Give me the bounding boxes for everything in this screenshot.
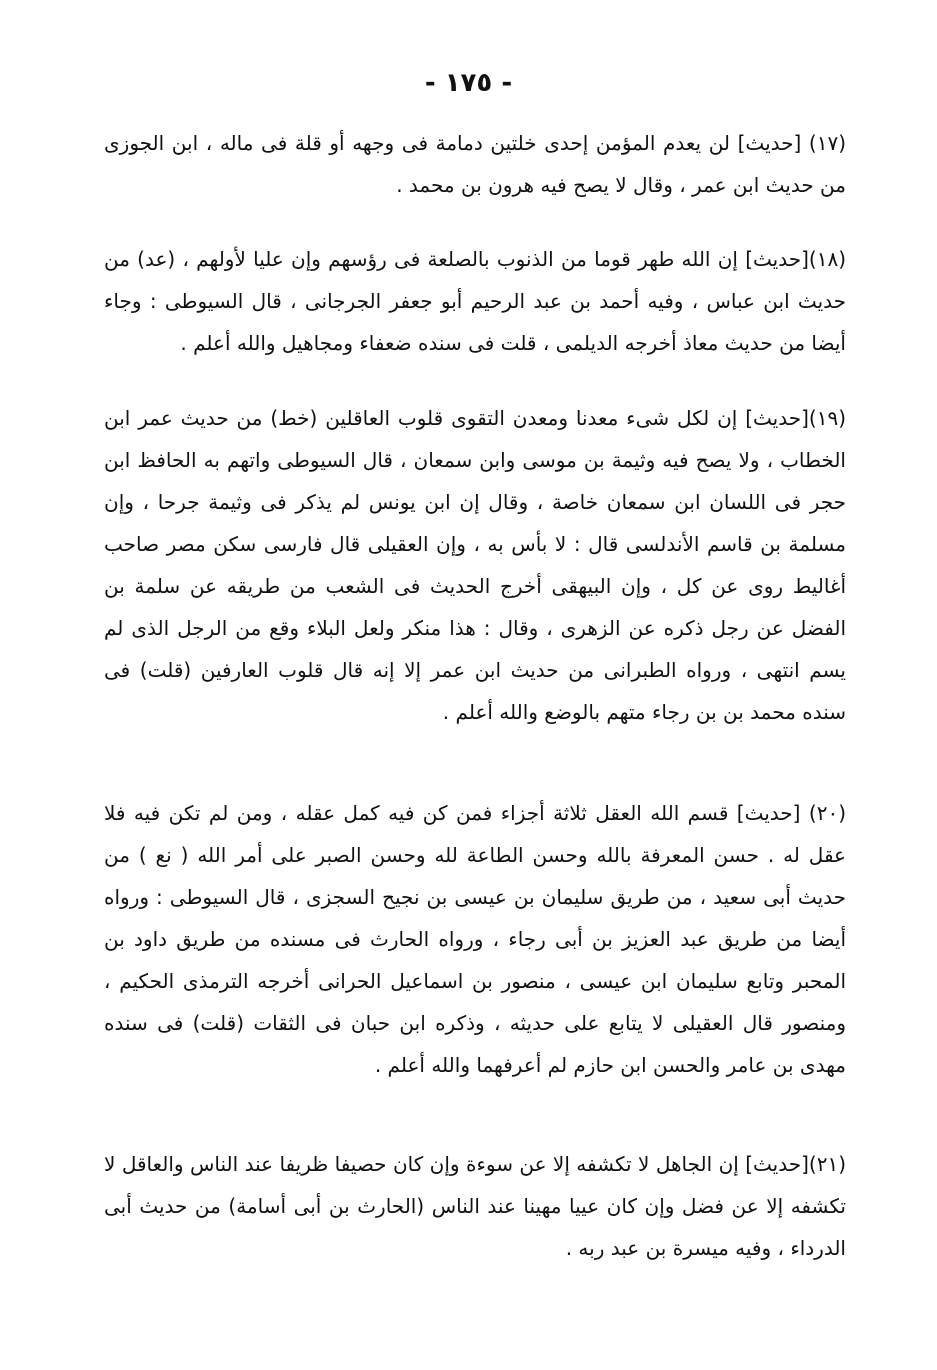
hadith-text: (٢١)[حديث] إن الجاهل لا تكشفه إلا عن سوءة وإن كان حصيفا ظريفا عند الناس والعاقل لا تكشفه إلا عن فضل وإن كان عييا مهينا عند الناس (الحارث بن أبى أسامة) من حديث أبى الدرداء ، وفيه ميسرة بن عبد ربه .: [104, 1152, 846, 1260]
hadith-entry-17: [104, 122, 846, 206]
hadith-text: (١٧) [حديث] لن يعدم المؤمن إحدى خلتين دمامة فى وجهه أو قلة فى ماله ، ابن الجوزى من حديث ابن عمر ، وقال لا يصح فيه هرون بن محمد .: [104, 131, 846, 197]
hadith-text: (١٨)[حديث] إن الله طهر قوما من الذنوب بالصلعة فى رؤسهم وإن عليا لأولهم ، (عد) من حديث ابن عباس ، وفيه أحمد بن عبد الرحيم أبو جعفر الجرجانى ، قال السيوطى : وجاء أيضا من حديث معاذ أخرجه الديلمى ، قلت فى سنده ضعفاء ومجاهيل والله أعلم .: [104, 247, 846, 355]
hadith-entry-18: [104, 238, 846, 364]
hadith-entry-19: [104, 397, 846, 733]
hadith-entry-21: [104, 1143, 846, 1269]
hadith-entry-20: [104, 792, 846, 1086]
hadith-text: (١٩)[حديث] إن لكل شىء معدنا ومعدن التقوى قلوب العاقلين (خط) من حديث عمر ابن الخطاب ، ولا يصح فيه وثيمة بن موسى وابن سمعان ، قال السيوطى واتهم به الحافظ ابن حجر فى اللسان ابن سمعان خاصة ، وقال إن ابن يونس لم يذكر فى وثيمة جرحا ، وإن مسلمة بن قاسم الأندلسى قال : لا بأس به ، وإن العقيلى قال فارسى سكن مصر صاحب أغاليط روى عن كل ، وإن البيهقى أخرج الحديث فى الشعب من طريقه عن سلمة بن الفضل عن رجل ذكره عن الزهرى ، وقال : هذا منكر ولعل البلاء وقع من الرجل الذى لم يسم انتهى ، ورواه الطبرانى من حديث ابن عمر إلا إنه قال قلوب العارفين (قلت) فى سنده محمد بن بن رجاء متهم بالوضع والله أعلم .: [104, 406, 846, 724]
hadith-text: (٢٠) [حديث] قسم الله العقل ثلاثة أجزاء فمن كن فيه كمل عقله ، ومن لم تكن فيه فلا عقل له . حسن المعرفة بالله وحسن الطاعة لله وحسن الصبر على أمر الله ( نع ) من حديث أبى سعيد ، من طريق سليمان بن عيسى بن نجيح السجزى ، قال السيوطى : ورواه أيضا من طريق عبد العزيز بن أبى رجاء ، ورواه الحارث فى مسنده من طريق داود بن المحبر وتابع سليمان ابن عيسى ، منصور بن اسماعيل الحرانى أخرجه الترمذى الحكيم ، ومنصور قال العقيلى لا يتابع على حديثه ، وذكره ابن حبان فى الثقات (قلت) فى سنده مهدى بن عامر والحسن ابن حازم لم أعرفهما والله أعلم .: [104, 801, 846, 1077]
page-number: - ١٧٥ -: [424, 68, 513, 98]
